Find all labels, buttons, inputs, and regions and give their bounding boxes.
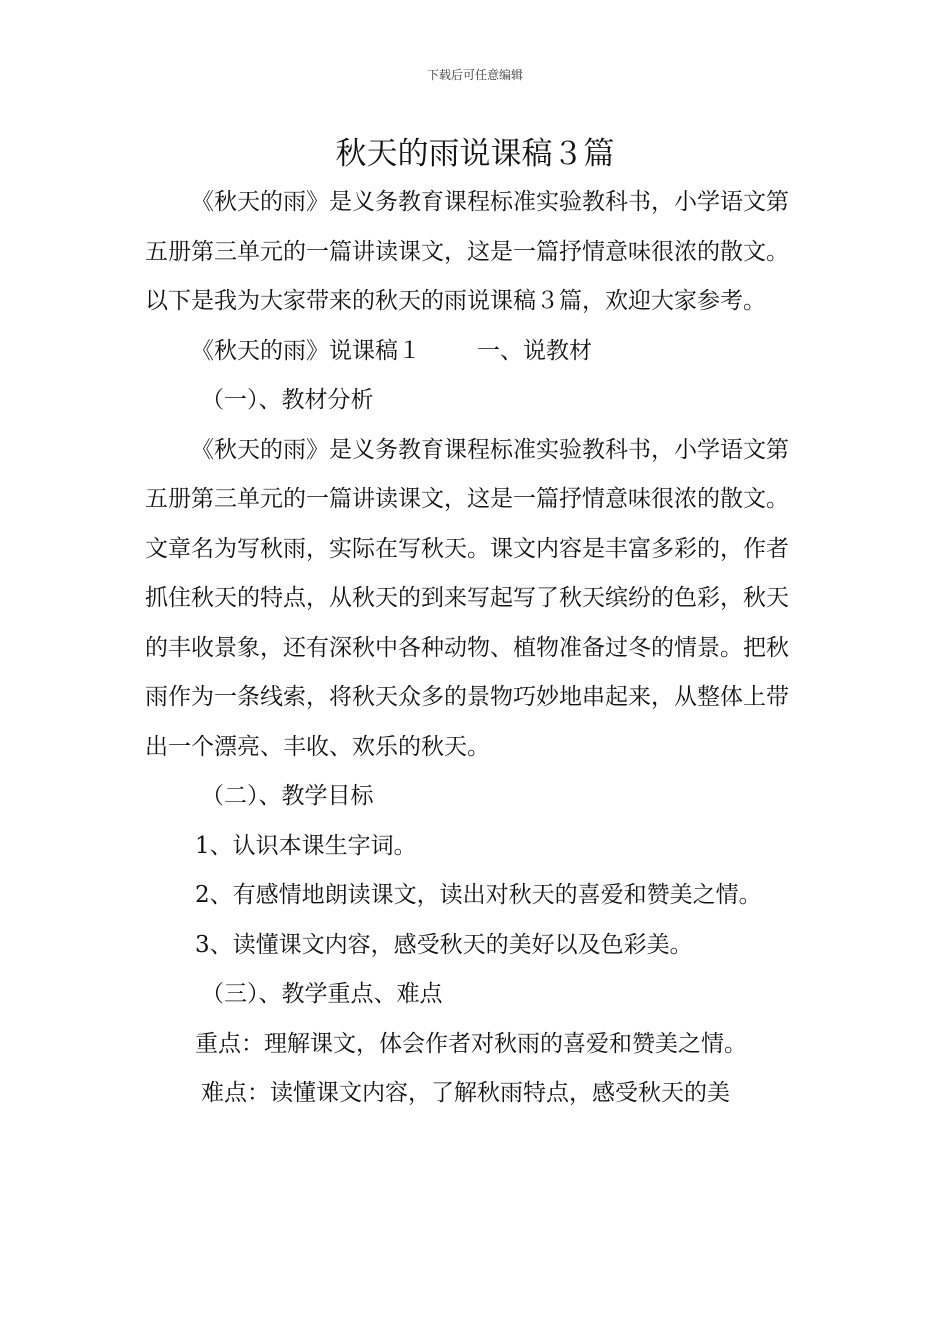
header-note: 下载后可任意编辑 [426, 68, 523, 82]
sub1-heading: （一）、教材分析 [201, 387, 374, 413]
section-title: 《秋天的雨》说课稿１ [191, 337, 421, 364]
intro-paragraph: 《秋天的雨》是义务教育课程标准实验教科书，小学语文第五册第三单元的一篇讲读课文，这是一篇抒情意味很浓的散文。以下是我为大家带来的秋天的雨说课稿３篇，欢迎大家参考。 [145, 189, 789, 314]
section-subtitle: 一、说教材 [477, 337, 592, 364]
goal-item-2: 2、有感情地朗读课文，读出对秋天的喜爱和赞美之情。 [195, 882, 762, 908]
key-point: 重点：理解课文，体会作者对秋雨的喜爱和赞美之情。 [195, 1030, 747, 1057]
section-heading [145, 327, 810, 377]
difficulty-point: 难点：读懂课文内容，了解秋雨特点，感受秋天的美 [201, 1080, 730, 1106]
goal-item-3: 3、读懂课文内容，感受秋天的美好以及色彩美。 [195, 931, 693, 958]
sub3-heading: （三）、教学重点、难点 [201, 981, 443, 1007]
document-title: 秋天的雨说课稿３篇 [335, 136, 615, 172]
sub2-heading: （二）、教学目标 [201, 783, 374, 809]
sub1-paragraph: 《秋天的雨》是义务教育课程标准实验教科书，小学语文第五册第三单元的一篇讲读课文，这是一篇抒情意味很浓的散文。文章名为写秋雨，实际在写秋天。课文内容是丰富多彩的，作者抓住秋天的特点，从秋天的到来写起写了秋天缤纷的色彩，秋天的丰收景象，还有深秋中各种动物、植物准备过冬的情景。把秋雨作为一条线索，将秋天众多的景物巧妙地串起来，从整体上带出一个漂亮、丰收、欢乐的秋天。 [145, 436, 789, 760]
goal-item-1: 1、认识本课生字词。 [195, 832, 417, 859]
document-body [145, 178, 810, 1119]
